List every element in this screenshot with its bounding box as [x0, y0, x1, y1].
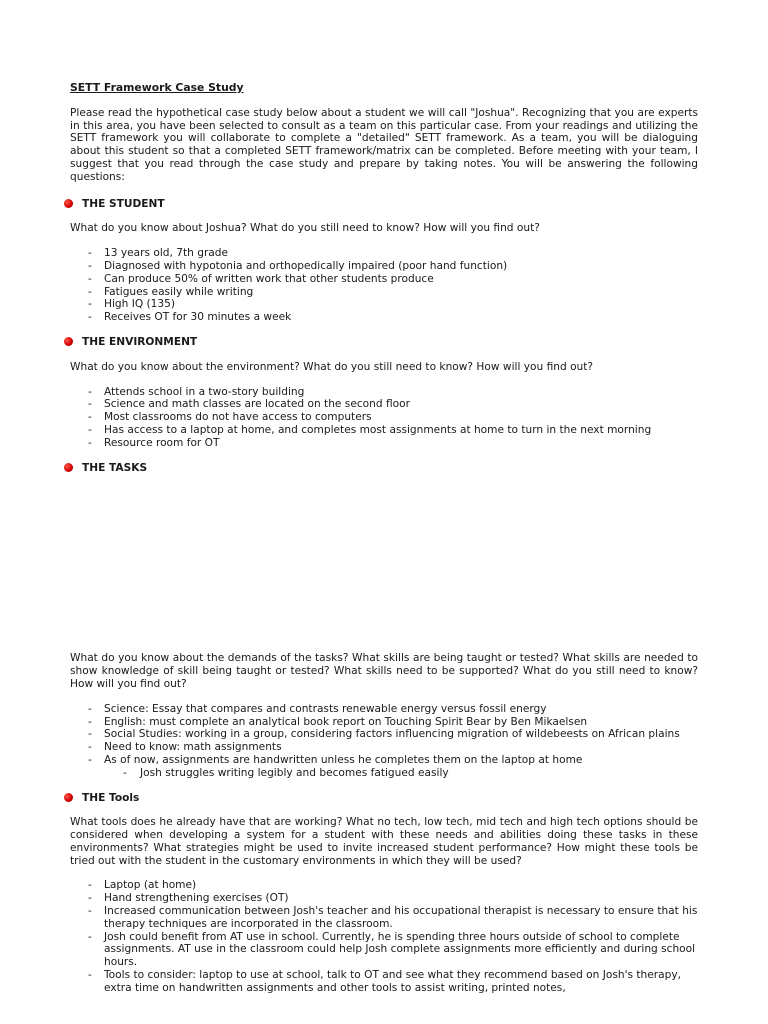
list-item: - Josh could benefit from AT use in school. Currently, he is spending three hours outside of school to complete assignments. AT use in the classroom could help Josh complete assignments more efficiently and during school hours. [70, 931, 698, 969]
list-item: - Attends school in a two-story building [70, 386, 698, 399]
list-item: - 13 years old, 7th grade [70, 247, 698, 260]
list-item: - Social Studies: working in a group, considering factors influencing migration of wildebeests on African plains [70, 728, 698, 741]
environment-list [70, 386, 698, 450]
section-heading-label: THE STUDENT [82, 197, 165, 210]
list-item: - Diagnosed with hypotonia and orthopedically impaired (poor hand function) [70, 260, 698, 273]
list-item: - Need to know: math assignments [70, 741, 698, 754]
environment-question: What do you know about the environment? What do you still need to know? How will you find out? [70, 360, 594, 373]
red-bullet-icon [64, 199, 73, 208]
list-item: - Fatigues easily while writing [70, 286, 698, 299]
list-item: - As of now, assignments are handwritten unless he completes them on the laptop at home [70, 754, 698, 767]
tools-question: What tools does he already have that are working? What no tech, low tech, mid tech and high tech options should be considered when developing a system for a student with these needs and abilities doing these tasks in these environments? What strategies might be used to invite increased student performance? How might these tools be tried out with the student in the customary environments in which they will be used? [70, 816, 698, 867]
list-item: - High IQ (135) [70, 298, 698, 311]
list-item: - Science and math classes are located on the second floor [70, 398, 698, 411]
tasks-question: What do you know about the demands of the tasks? What skills are being taught or tested? What skills are needed to show knowledge of skill being taught or tested? What skills need to be supported? What do you still need to know? How will you find out? [70, 652, 698, 690]
red-bullet-icon [64, 337, 73, 346]
student-question: What do you know about Joshua? What do you still need to know? How will you find out? [70, 222, 540, 235]
list-item: - Most classrooms do not have access to computers [70, 411, 698, 424]
list-item: - English: must complete an analytical book report on Touching Spirit Bear by Ben Mikaelsen [70, 716, 698, 729]
student-list [70, 247, 698, 324]
list-item: - Laptop (at home) [70, 879, 698, 892]
list-item: - Receives OT for 30 minutes a week [70, 311, 698, 324]
red-bullet-icon [64, 793, 73, 802]
document-page [70, 82, 698, 1007]
section-heading-label: THE Tools [82, 791, 140, 804]
list-item: - Resource room for OT [70, 437, 698, 450]
section-heading-label: THE ENVIRONMENT [82, 335, 198, 348]
section-heading-student [64, 198, 692, 211]
sub-list-item: - Josh struggles writing legibly and becomes fatigued easily [70, 767, 698, 780]
section-heading-tasks [64, 462, 692, 475]
section-heading-environment [64, 336, 692, 349]
list-item: - Hand strengthening exercises (OT) [70, 892, 698, 905]
tasks-list [70, 703, 698, 780]
list-item: - Can produce 50% of written work that other students produce [70, 273, 698, 286]
blank-space [70, 486, 698, 652]
tools-list [70, 879, 698, 994]
list-item: - Increased communication between Josh's teacher and his occupational therapist is necessary to ensure that his therapy techniques are incorporated in the classroom. [70, 905, 698, 931]
section-heading-tools [64, 792, 692, 805]
list-item: - Tools to consider: laptop to use at school, talk to OT and see what they recommend based on Josh's therapy, extra time on handwritten assignments and other tools to assist writing, printed notes, [70, 969, 698, 995]
list-item: - Science: Essay that compares and contrasts renewable energy versus fossil energy [70, 703, 698, 716]
red-bullet-icon [64, 463, 73, 472]
list-item: - Has access to a laptop at home, and completes most assignments at home to turn in the next morning [70, 424, 698, 437]
document-title: SETT Framework Case Study [70, 81, 244, 94]
section-heading-label: THE TASKS [82, 461, 148, 474]
intro-paragraph: Please read the hypothetical case study below about a student we will call "Joshua". Recognizing that you are experts in this area, you have been selected to consult as a team on this particular case. From your readings and utilizing the SETT framework you will collaborate to complete a "detailed" SETT framework. As a team, you will be dialoguing about this student so that a completed SETT framework/matrix can be completed. Before meeting with your team, I suggest that you read through the case study and prepare by taking notes. You will be answering the following questions: [70, 106, 698, 183]
